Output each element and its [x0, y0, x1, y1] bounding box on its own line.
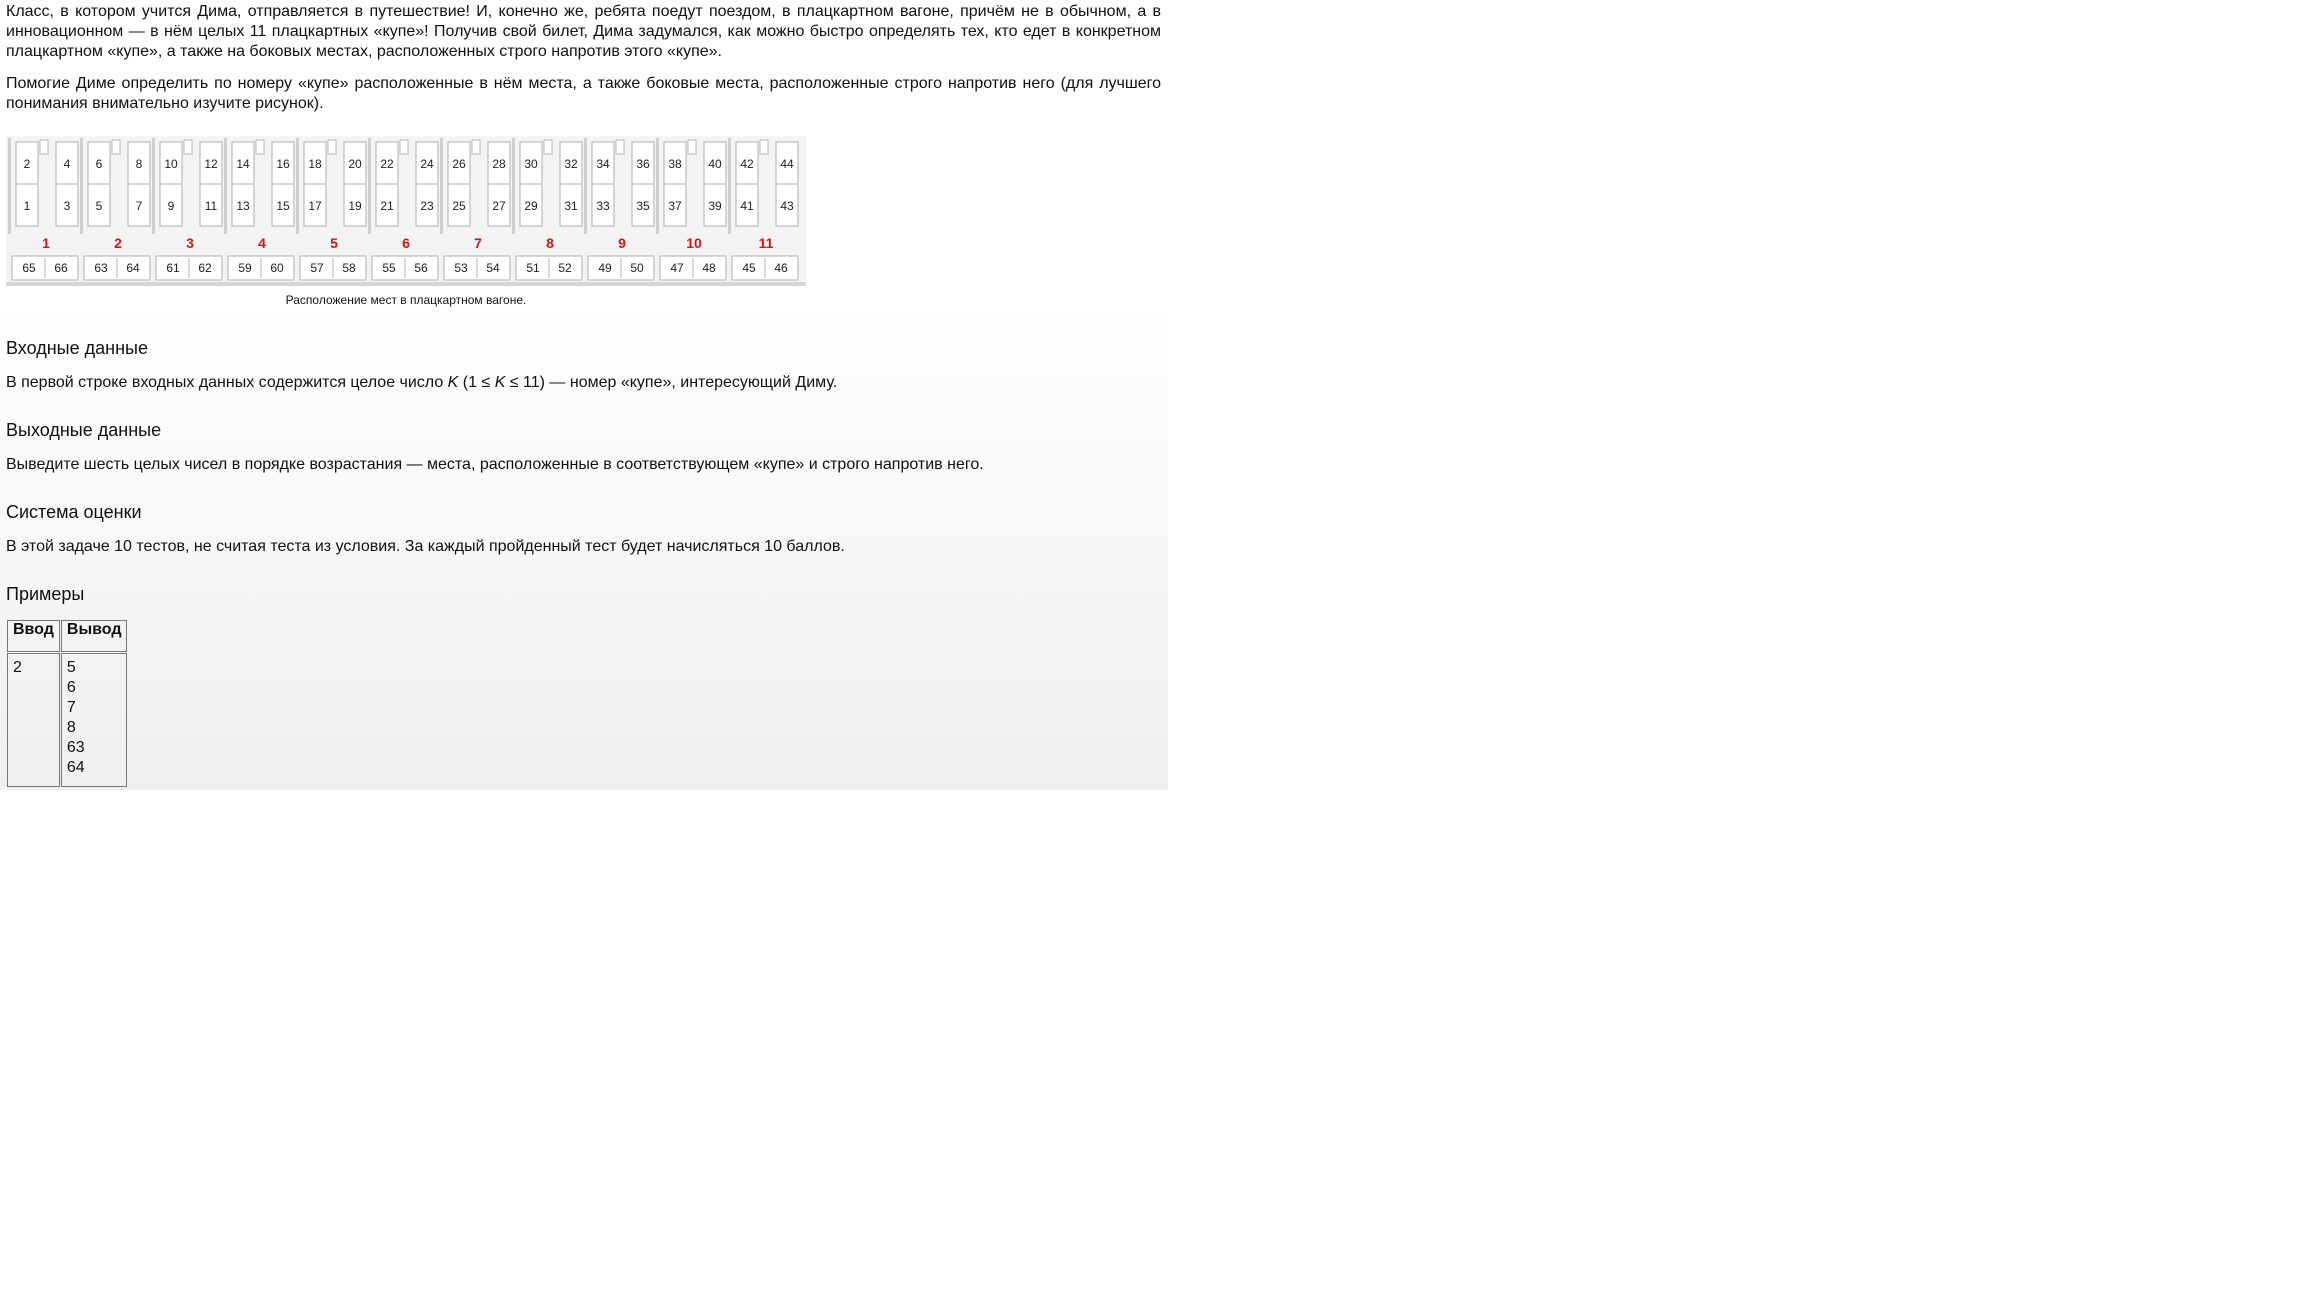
- lower-seat-number: 17: [308, 199, 322, 213]
- upper-seat-number: 12: [204, 157, 218, 171]
- compartment-divider: [584, 138, 587, 234]
- example-output-line: 7: [66, 699, 76, 716]
- side-seat-number: 45: [742, 261, 756, 275]
- compartment-label: 3: [186, 235, 194, 251]
- table-marker: [688, 140, 696, 154]
- compartment-label: 8: [546, 235, 554, 251]
- compartment-divider: [368, 138, 371, 234]
- lower-seat-number: 39: [708, 199, 722, 213]
- lower-seat-number: 23: [420, 199, 434, 213]
- side-seat-number: 57: [310, 261, 324, 275]
- lower-seat-number: 9: [167, 199, 175, 213]
- problem-page: [0, 0, 1168, 790]
- example-output: [61, 653, 128, 787]
- lower-seat-number: 33: [596, 199, 610, 213]
- side-seat-number: 49: [598, 261, 612, 275]
- table-marker: [328, 140, 336, 154]
- side-seat-number: 51: [526, 261, 540, 275]
- compartment-divider: [656, 138, 659, 234]
- lower-seat-number: 29: [524, 199, 538, 213]
- upper-seat-number: 4: [63, 157, 71, 171]
- lower-seat-number: 41: [740, 199, 754, 213]
- table-marker: [544, 140, 552, 154]
- examples-heading: Примеры: [6, 584, 85, 604]
- compartment-label: 11: [758, 235, 774, 251]
- carriage-seat-diagram: [6, 136, 806, 288]
- table-marker: [616, 140, 624, 154]
- compartment-label: 2: [114, 235, 122, 251]
- upper-seat-number: 30: [524, 157, 538, 171]
- lower-seat-number: 15: [276, 199, 290, 213]
- side-seat-number: 66: [54, 261, 68, 275]
- diagram-caption: Расположение мест в плацкартном вагоне.: [285, 293, 527, 307]
- side-seat-number: 61: [166, 261, 180, 275]
- upper-seat-number: 14: [236, 157, 250, 171]
- column-header-output: Вывод: [61, 620, 128, 652]
- carriage-floor: [6, 282, 806, 286]
- upper-seat-number: 40: [708, 157, 722, 171]
- example-output-line: 6: [66, 679, 76, 696]
- lower-seat-number: 13: [236, 199, 250, 213]
- side-seat-number: 52: [558, 261, 572, 275]
- compartment-label: 6: [402, 235, 410, 251]
- compartment-divider: [152, 138, 155, 234]
- lower-seat-number: 31: [564, 199, 578, 213]
- upper-seat-number: 44: [780, 157, 794, 171]
- side-seat-number: 53: [454, 261, 468, 275]
- side-seat-number: 46: [774, 261, 788, 275]
- upper-seat-number: 6: [95, 157, 103, 171]
- lower-seat-number: 27: [492, 199, 506, 213]
- example-output-line: 63: [66, 739, 85, 756]
- table-marker: [760, 140, 768, 154]
- lower-seat-number: 25: [452, 199, 466, 213]
- side-seat-number: 65: [22, 261, 36, 275]
- upper-seat-number: 28: [492, 157, 506, 171]
- lower-seat-number: 11: [204, 199, 218, 213]
- side-seat-number: 64: [126, 261, 140, 275]
- side-seat-number: 60: [270, 261, 284, 275]
- compartment-label: 10: [686, 235, 702, 251]
- table-marker: [112, 140, 120, 154]
- upper-seat-number: 20: [348, 157, 362, 171]
- compartment-label: 1: [42, 235, 50, 251]
- lower-seat-number: 37: [668, 199, 682, 213]
- scoring-heading: Система оценки: [6, 502, 142, 522]
- lower-seat-number: 21: [380, 199, 394, 213]
- example-row: [7, 653, 127, 787]
- math-close: ≤ 11): [505, 374, 545, 391]
- upper-seat-number: 38: [668, 157, 682, 171]
- examples-header-row: [7, 620, 127, 652]
- upper-seat-number: 42: [740, 157, 754, 171]
- compartment-divider: [728, 138, 731, 234]
- upper-seat-number: 22: [380, 157, 394, 171]
- lower-seat-number: 43: [780, 199, 794, 213]
- table-marker: [400, 140, 408, 154]
- upper-seat-number: 2: [23, 157, 31, 171]
- side-seat-number: 50: [630, 261, 644, 275]
- example-output-line: 5: [66, 659, 76, 676]
- upper-seat-number: 24: [420, 157, 434, 171]
- compartment-divider: [296, 138, 299, 234]
- table-marker: [40, 140, 48, 154]
- side-seat-number: 48: [702, 261, 716, 275]
- compartment-label: 5: [330, 235, 338, 251]
- upper-seat-number: 10: [164, 157, 178, 171]
- compartment-divider: [224, 138, 227, 234]
- side-seat-number: 58: [342, 261, 356, 275]
- lower-seat-number: 1: [23, 199, 31, 213]
- side-seat-number: 59: [238, 261, 252, 275]
- side-seat-number: 54: [486, 261, 500, 275]
- upper-seat-number: 16: [276, 157, 290, 171]
- example-output-line: 64: [66, 759, 85, 776]
- compartment-divider: [440, 138, 443, 234]
- math-open: (1 ≤: [458, 374, 495, 391]
- upper-seat-number: 8: [135, 157, 143, 171]
- upper-seat-number: 36: [636, 157, 650, 171]
- var-k-2: K: [494, 374, 506, 391]
- upper-seat-number: 34: [596, 157, 610, 171]
- side-seat-number: 47: [670, 261, 684, 275]
- example-input: 2: [7, 653, 60, 787]
- input-description: [6, 373, 837, 393]
- table-marker: [184, 140, 192, 154]
- upper-seat-number: 32: [564, 157, 578, 171]
- lower-seat-number: 7: [135, 199, 143, 213]
- lower-seat-number: 3: [63, 199, 71, 213]
- statement-paragraph-2: Помогие Диме определить по номеру «купе» расположенные в нём места, а также боковые места, расположенные строго напротив него (для лучшего понимания внимательно изучите рисунок).: [6, 75, 1161, 112]
- output-description: Выведите шесть целых чисел в порядке возрастания — места, расположенные в соответствующем «купе» и строго напротив него.: [6, 456, 984, 473]
- table-marker: [472, 140, 480, 154]
- scoring-description: В этой задаче 10 тестов, не считая теста из условия. За каждый пройденный тест будет начисляться 10 баллов.: [6, 538, 845, 555]
- compartment-label: 7: [474, 235, 482, 251]
- input-heading: Входные данные: [6, 338, 148, 358]
- examples-table: [6, 619, 128, 788]
- input-text-after: — номер «купе», интересующий Диму.: [544, 374, 838, 391]
- upper-seat-number: 18: [308, 157, 322, 171]
- column-header-input: Ввод: [7, 620, 60, 652]
- side-seat-number: 63: [94, 261, 108, 275]
- compartment-divider: [8, 138, 11, 234]
- side-seat-number: 62: [198, 261, 212, 275]
- compartment-divider: [512, 138, 515, 234]
- compartment-divider: [80, 138, 83, 234]
- table-marker: [256, 140, 264, 154]
- var-k: K: [447, 374, 459, 391]
- compartment-label: 4: [258, 235, 266, 251]
- example-output-line: 8: [66, 719, 76, 736]
- output-heading: Выходные данные: [6, 420, 162, 440]
- lower-seat-number: 35: [636, 199, 650, 213]
- statement-paragraph-1: Класс, в котором учится Дима, отправляется в путешествие! И, конечно же, ребята поедут поездом, в плацкартном вагоне, причём не в обычном, а в инновационном — в нём целых 11 плацкартных «купе»! Получив свой билет, Дима задумался, как можно быстро определять тех, кто едет в конкретном плацкартном «купе», а также на боковых местах, расположенных строго напротив этого «купе».: [6, 3, 1161, 60]
- compartment-label: 9: [618, 235, 626, 251]
- lower-seat-number: 5: [95, 199, 103, 213]
- side-seat-number: 55: [382, 261, 396, 275]
- upper-seat-number: 26: [452, 157, 466, 171]
- lower-seat-number: 19: [348, 199, 362, 213]
- side-seat-number: 56: [414, 261, 428, 275]
- input-text-before: В первой строке входных данных содержится целое число: [6, 374, 448, 391]
